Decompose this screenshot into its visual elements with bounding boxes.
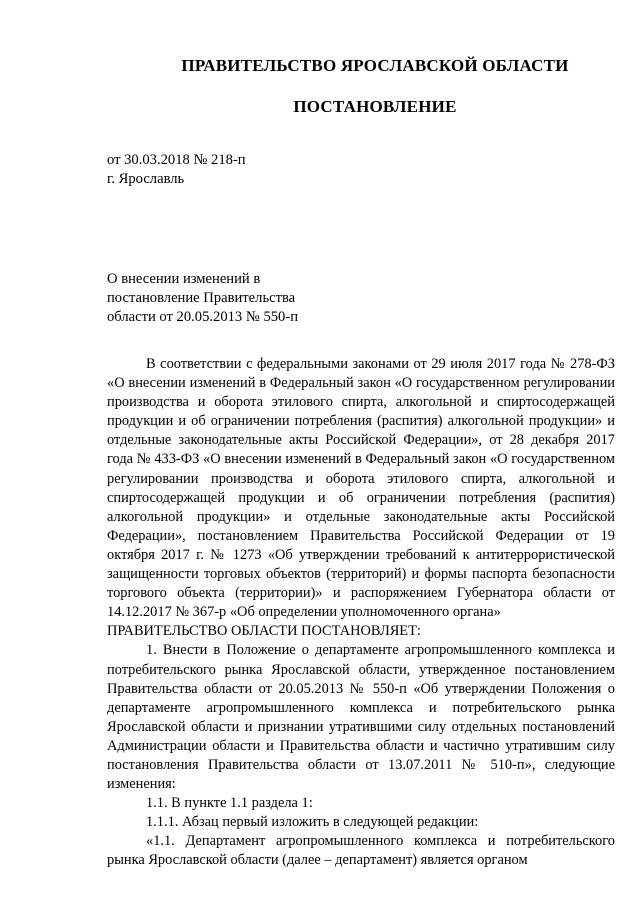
date-number: от 30.03.2018 № 218-п [107,152,246,168]
government-title: ПРАВИТЕЛЬСТВО ЯРОСЛАВСКОЙ ОБЛАСТИ [181,56,569,75]
item-1-1-paragraph: 1.1. В пункте 1.1 раздела 1: [146,795,313,812]
document-type-title: ПОСТАНОВЛЕНИЕ [293,97,457,116]
subject-line: постановление Правительства [107,290,296,307]
item-1-1-1-paragraph: 1.1.1. Абзац первый изложить в следующей редакции: [146,814,479,831]
quoted-text-paragraph: «1.1. Департамент агропромышленного комплекса и потребительского рынка Ярославской области (далее – департамент) является органом [107,833,615,869]
document-body [107,355,615,871]
document-subject [107,270,367,328]
resolution-heading: ПРАВИТЕЛЬСТВО ОБЛАСТИ ПОСТАНОВЛЯЕТ: [107,623,421,640]
item-1-paragraph: 1. Внести в Положение о департаменте агропромышленного комплекса и потребительского рынка Ярославской области, утвержденное постановлением Правительства области от 20.05.2013 № 550-п «Об утверждении Положения о департаменте агропромышленного комплекса и потребительского рынка Ярославской области и признании утратившими силу отдельных постановлений Администрации области и Правительства области и частично утратившим силу постановления Правительства области от 13.07.2011 № 510-п», следующие изменения: [107,642,615,793]
city: г. Ярославль [107,171,185,187]
preamble-paragraph: В соответствии с федеральными законами от 29 июля 2017 года № 278-ФЗ «О внесении изменений в Федеральный закон «О государственном регулировании производства и оборота этилового спирта, алкогольной и спиртосодержащей продукции и об ограничении потребления (распития) алкогольной продукции» и отдельные законодательные акты Российской Федерации», от 28 декабря 2017 года № 433-ФЗ «О внесении изменений в Федеральный закон «О государственном регулировании производства и оборота этилового спирта, алкогольной и спиртосодержащей продукции и об ограничении потребления (распития) алкогольной продукции» и отдельные законодательные акты Российской Федерации», постановлением Правительства Российской Федерации от 19 октября 2017 г. № 1273 «Об утверждении требований к антитеррористической защищенности торговых объектов (территорий) и формы паспорта безопасности торгового объекта (территории)» и распоряжением Губернатора области от 14.12.2017 № 367-р «Об определении уполномоченного органа» [107,356,615,621]
subject-line: области от 20.05.2013 № 550-п [107,309,299,326]
subject-line: О внесении изменений в [107,271,261,287]
